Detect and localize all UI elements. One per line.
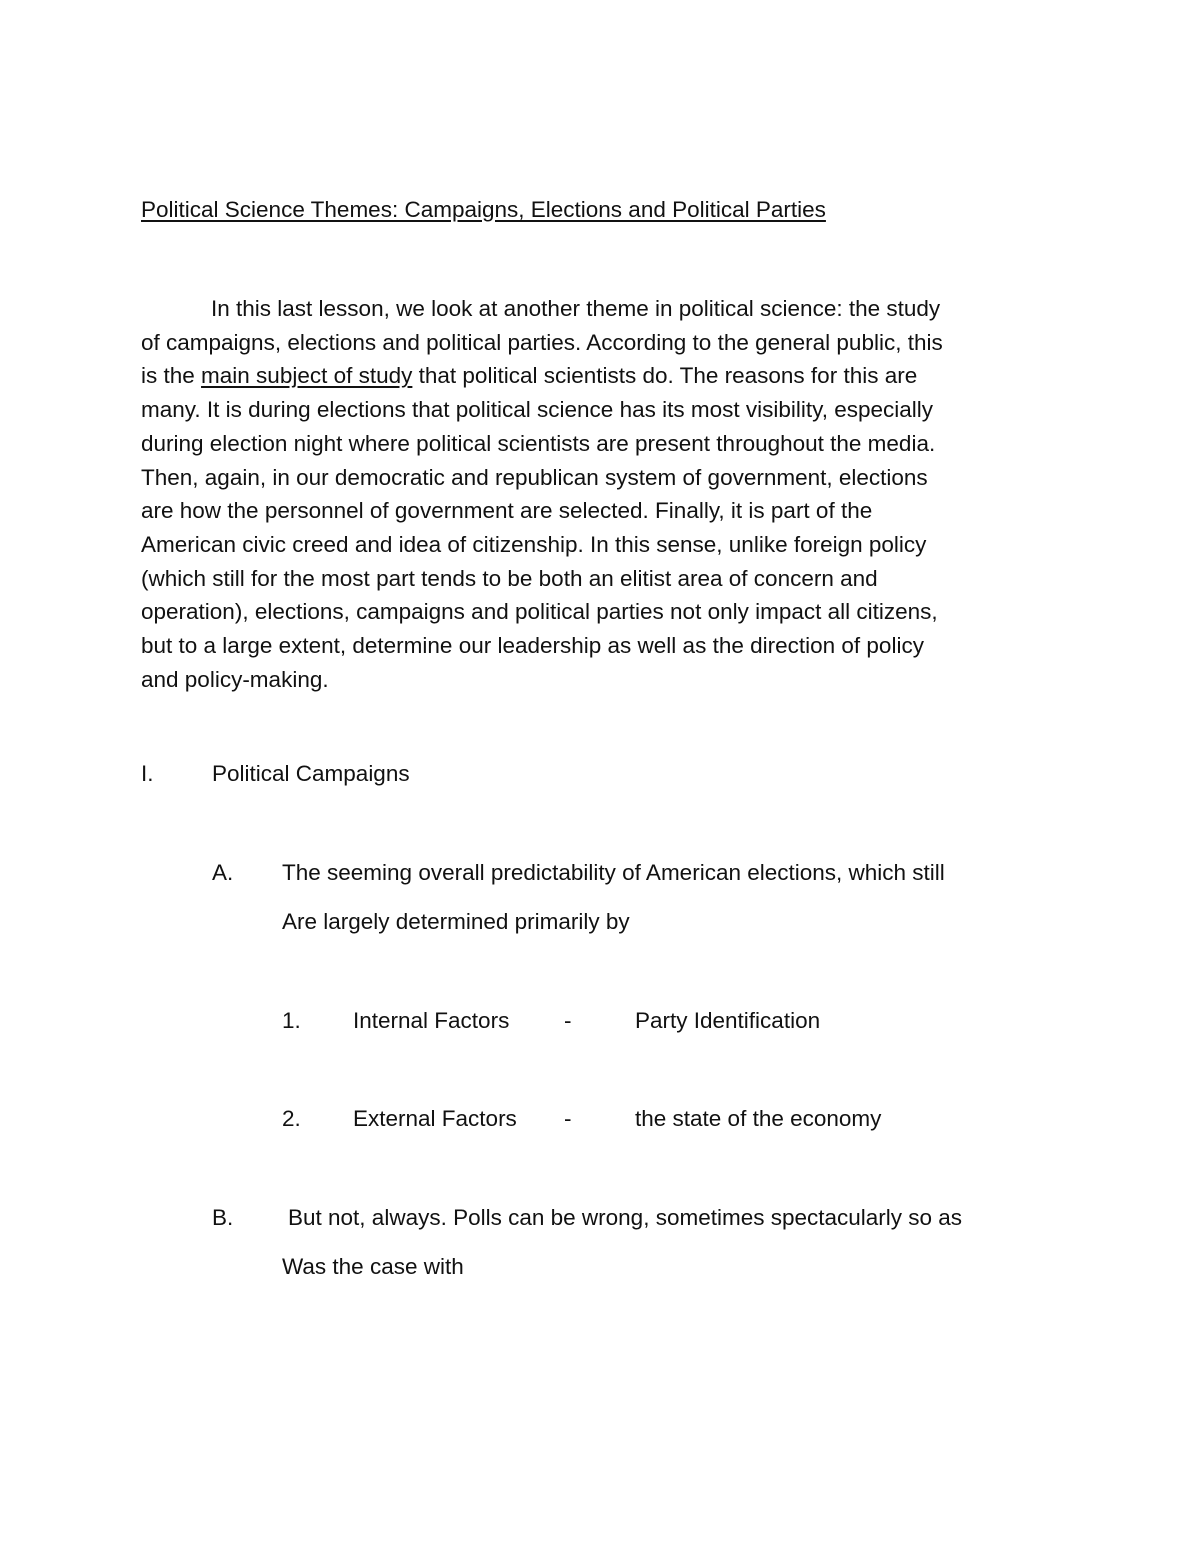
subitem-detail: the state of the economy xyxy=(635,1106,882,1131)
paragraph-text: In this last lesson, we look at another theme in political science: the study xyxy=(211,296,941,321)
paragraph-line: but to a large extent, determine our leadership as well as the direction of policy xyxy=(141,633,924,659)
paragraph-line: operation), elections, campaigns and political parties not only impact all citizens, xyxy=(141,599,938,625)
subitem-detail: Party Identification xyxy=(635,1008,821,1033)
paragraph-line: (which still for the most part tends to be both an elitist area of concern and xyxy=(141,565,878,591)
subitem-number: 2. xyxy=(282,1106,301,1131)
paragraph-line: Then, again, in our democratic and republican system of government, elections xyxy=(141,464,928,490)
paragraph-line: of campaigns, elections and political parties. According to the general public, this xyxy=(141,329,943,355)
paragraph-line xyxy=(141,292,1071,326)
section-heading: Political Campaigns xyxy=(212,761,410,786)
section-numeral: I. xyxy=(141,761,154,786)
subitem-factor: Internal Factors xyxy=(353,1008,510,1033)
intro-paragraph xyxy=(141,292,1071,696)
document-title: Political Science Themes: Campaigns, Elections and Political Parties xyxy=(141,197,826,222)
paragraph-line: and policy-making. xyxy=(141,666,329,692)
item-b-line: But not, always. Polls can be wrong, sometimes spectacularly so as xyxy=(288,1205,963,1230)
subitem-factor: External Factors xyxy=(353,1106,517,1131)
paragraph-text: that political scientists do. The reasons for this are xyxy=(412,363,918,389)
subitem-number: 1. xyxy=(282,1008,301,1033)
paragraph-line xyxy=(141,359,1071,393)
paragraph-line: many. It is during elections that political science has its most visibility, especially xyxy=(141,397,933,423)
paragraph-line: are how the personnel of government are selected. Finally, it is part of the xyxy=(141,498,873,524)
item-label-b: B. xyxy=(212,1205,234,1230)
paragraph-line: during election night where political scientists are present throughout the media. xyxy=(141,430,936,456)
item-a-line: Are largely determined primarily by xyxy=(282,909,630,934)
paragraph-text: is the xyxy=(141,363,202,389)
subitem-dash: - xyxy=(564,1008,572,1033)
item-b-line: Was the case with xyxy=(282,1254,464,1279)
item-label-a: A. xyxy=(212,860,234,885)
underlined-phrase: main subject of study xyxy=(201,363,413,389)
item-a-line: The seeming overall predictability of American elections, which still xyxy=(282,860,945,885)
subitem-dash: - xyxy=(564,1106,572,1131)
paragraph-line: American civic creed and idea of citizenship. In this sense, unlike foreign policy xyxy=(141,531,927,557)
